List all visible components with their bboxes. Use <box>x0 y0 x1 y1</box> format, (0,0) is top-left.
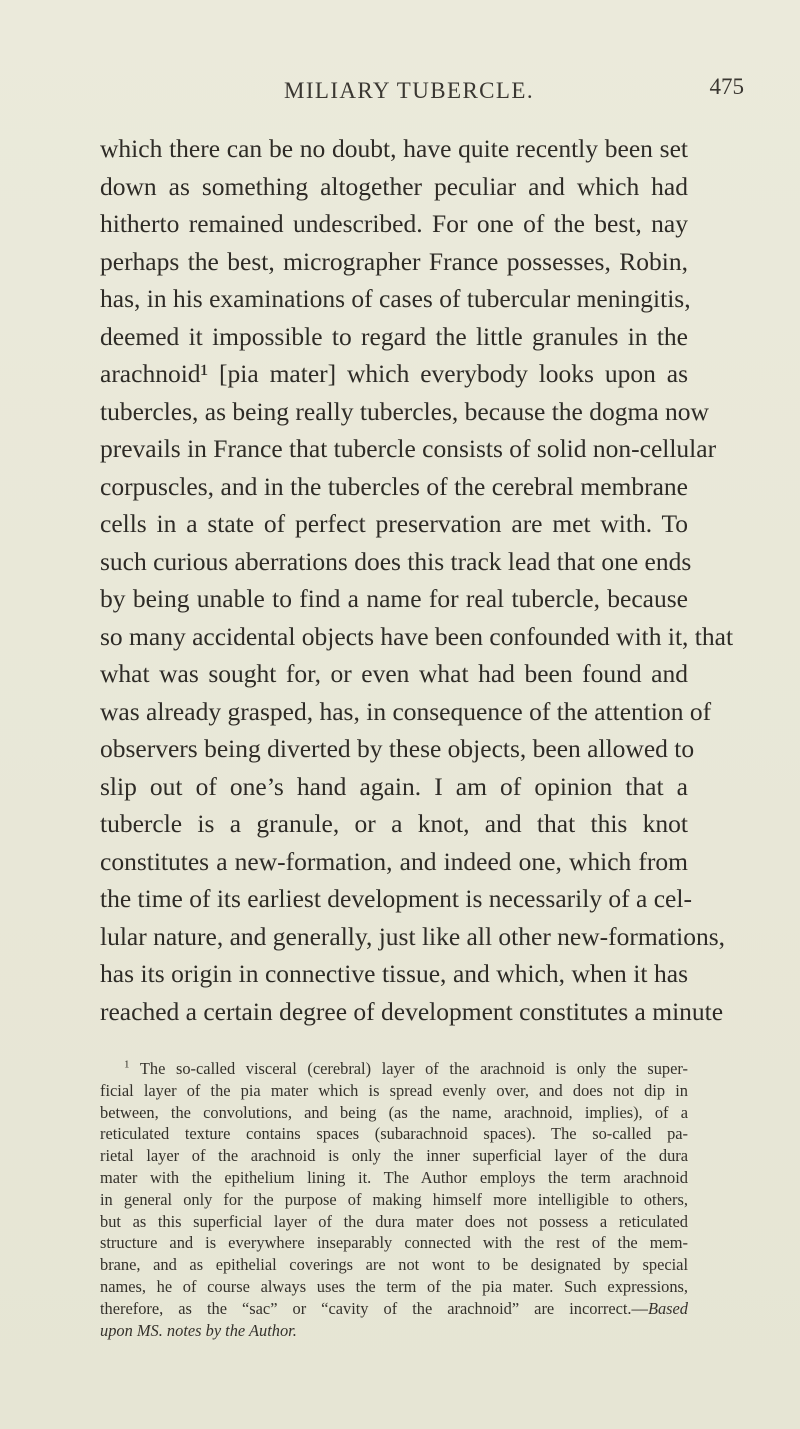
text-line: deemed it impossible to regard the little granules in the <box>100 321 688 351</box>
footnote-line: structure and is everywhere inseparably connected with the rest of the mem- <box>100 1233 688 1253</box>
text-line: such curious aberrations does this track lead that one ends <box>100 546 692 576</box>
text-line: constitutes a new-formation, and indeed one, which from <box>100 846 688 876</box>
main-text <box>100 130 734 1030</box>
footnote <box>100 1058 688 1341</box>
text-line: by being unable to find a name for real tubercle, because <box>100 584 688 613</box>
footnote-line: ficial layer of the pia mater which is spread evenly over, and does not dip in <box>100 1080 688 1100</box>
text-line: corpuscles, and in the tubercles of the cerebral membrane <box>100 471 688 501</box>
text-line: perhaps the best, micrographer France possesses, Robin, <box>100 246 688 276</box>
text-line: the time of its earliest development is necessarily of a cel- <box>100 884 692 913</box>
footnote-line <box>100 1298 688 1320</box>
text-line: tubercles, as being really tubercles, because the dogma now <box>100 396 709 426</box>
page-number: 475 <box>709 74 744 99</box>
text-line: observers being diverted by these objects, been allowed to <box>100 734 695 763</box>
text-line: slip out of one’s hand again. I am of opinion that a <box>100 771 688 801</box>
running-title: MILIARY TUBERCLE. <box>284 78 534 103</box>
text-line: so many accidental objects have been confounded with it, that <box>100 621 734 651</box>
footnote-attribution: Based <box>647 1298 688 1318</box>
footnote-line: but as this superficial layer of the dura mater does not possess a reticulated <box>100 1211 688 1231</box>
footnote-line: in general only for the purpose of making himself more intelligible to others, <box>100 1189 688 1209</box>
text-line: reached a certain degree of development constitutes a minute <box>100 996 724 1026</box>
footnote-text: therefore, as the “sac” or “cavity of the arachnoid” are incorrect.— <box>100 1298 648 1318</box>
footnote-line: reticulated texture contains spaces (subarachnoid spaces). The so-called pa- <box>100 1124 688 1144</box>
text-line: was already grasped, has, in consequence of the attention of <box>100 696 712 726</box>
footnote-line: rietal layer of the arachnoid is only the inner superficial layer of the dura <box>100 1146 688 1166</box>
text-line: what was sought for, or even what had been found and <box>100 659 688 688</box>
footnote-attribution-line: upon MS. notes by the Author. <box>100 1320 297 1340</box>
text-line: lular nature, and generally, just like all other new-formations, <box>100 921 726 951</box>
footnote-line: between, the convolutions, and being (as the name, arachnoid, implies), of a <box>100 1102 688 1122</box>
footnote-text: The so-called visceral (cerebral) layer of the arachnoid is only the super- <box>139 1059 688 1078</box>
text-line: has, in his examinations of cases of tubercular meningitis, <box>100 284 691 313</box>
text-line: cells in a state of perfect preservation are met with. To <box>100 509 688 538</box>
text-line: down as something altogether peculiar and which had <box>100 171 688 201</box>
text-line: which there can be no doubt, have quite recently been set <box>100 134 688 163</box>
text-line: has its origin in connective tissue, and which, when it has <box>100 959 688 988</box>
page-header <box>180 72 744 112</box>
text-line: arachnoid¹ [pia mater] which everybody looks upon as <box>100 359 688 388</box>
text-line: prevails in France that tubercle consists of solid non-cellular <box>100 434 717 463</box>
footnote-line <box>100 1058 688 1080</box>
footnote-line: names, he of course always uses the term of the pia mater. Such expressions, <box>100 1276 688 1296</box>
text-line: hitherto remained undescribed. For one of the best, nay <box>100 209 688 238</box>
footnote-marker: 1 <box>124 1058 130 1071</box>
footnote-line: mater with the epithelium lining it. The Author employs the term arachnoid <box>100 1167 688 1187</box>
text-line: tubercle is a granule, or a knot, and that this knot <box>100 809 688 838</box>
footnote-line: brane, and as epithelial coverings are not wont to be designated by special <box>100 1255 688 1275</box>
